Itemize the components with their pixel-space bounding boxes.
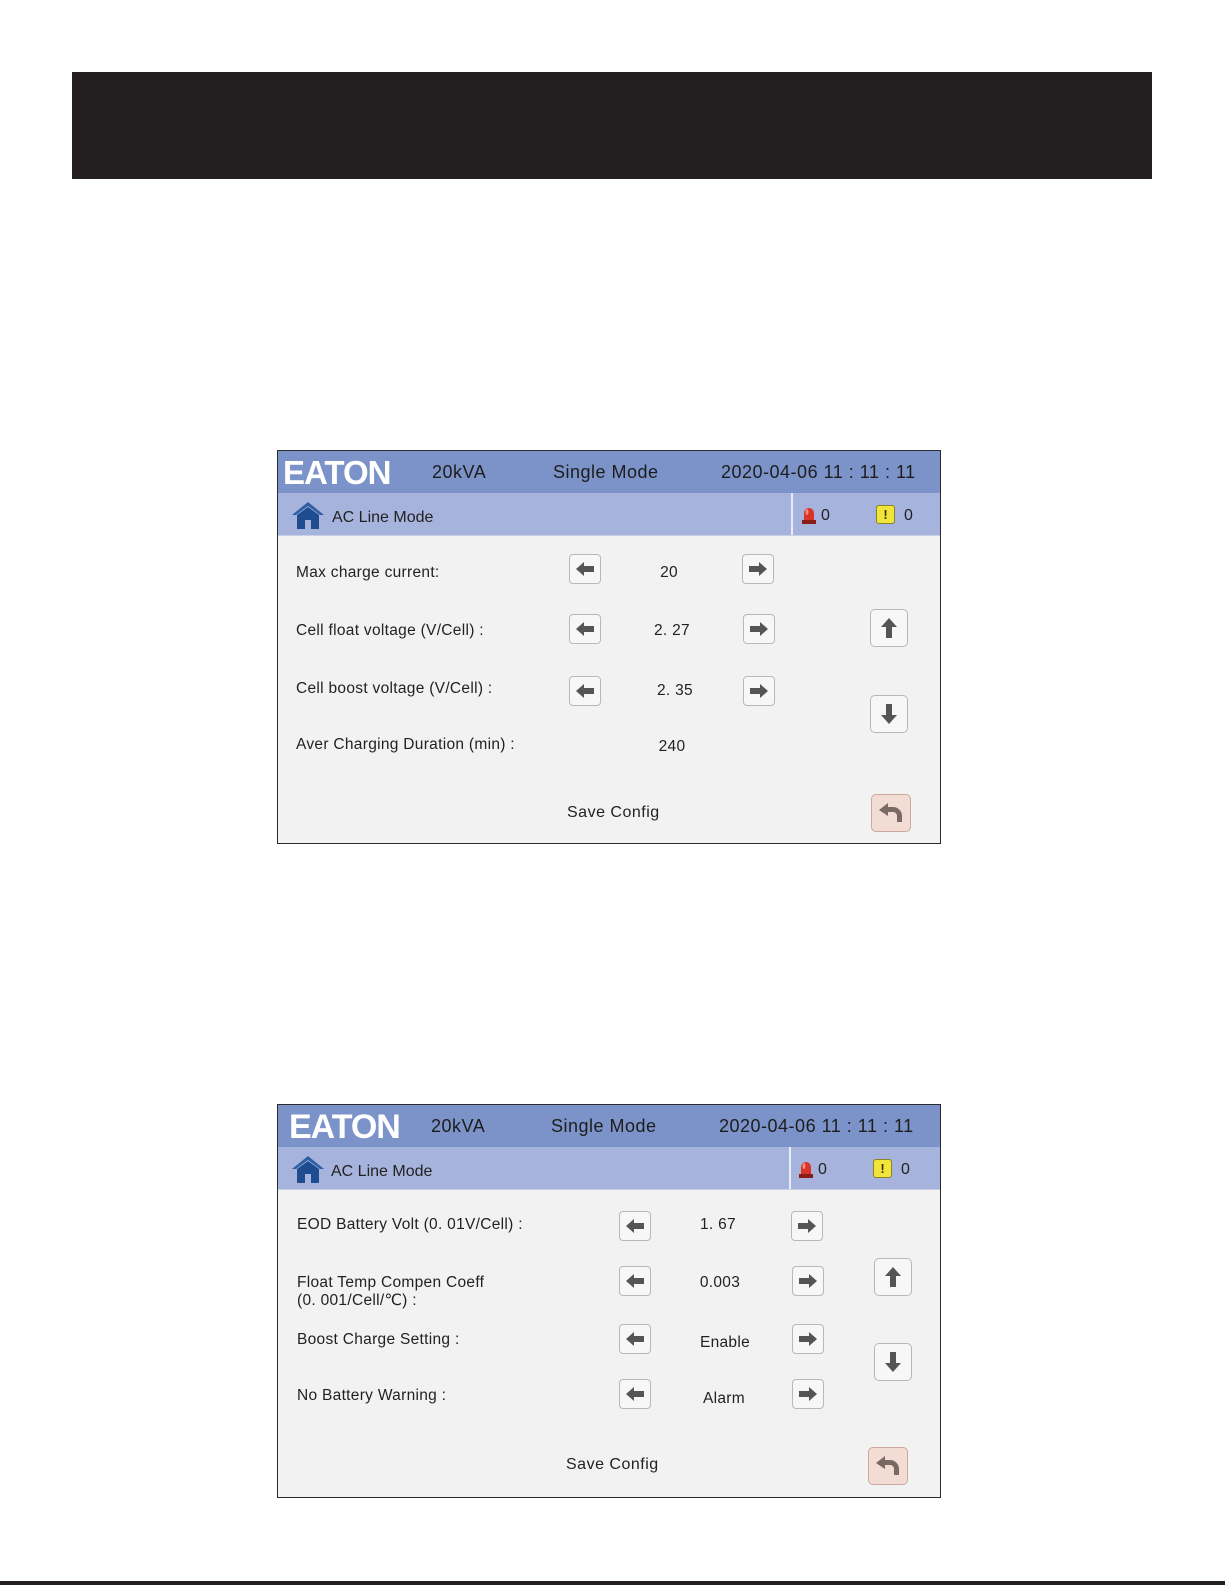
boost-charge-setting-decrease-button[interactable] [619, 1324, 651, 1354]
home-icon[interactable] [290, 499, 326, 531]
aver-charging-duration-label: Aver Charging Duration (min) : [296, 736, 515, 753]
ups-rating: 20kVA [431, 1116, 486, 1136]
ups-mode-label: AC Line Mode [332, 509, 434, 526]
arrow-right-icon [749, 620, 769, 638]
status-bar [278, 1147, 940, 1190]
operating-mode: Single Mode [553, 462, 659, 482]
max-charge-current-decrease-button[interactable] [569, 554, 601, 584]
title-bar [278, 1105, 940, 1147]
float-temp-compen-label-line2: (0. 001/Cell/℃) : [297, 1292, 417, 1309]
arrow-left-icon [575, 620, 595, 638]
alarm-count: 0 [821, 507, 830, 524]
eaton-logo [283, 457, 393, 487]
scroll-down-button[interactable] [870, 695, 908, 733]
warning-count: 0 [901, 1161, 910, 1178]
float-temp-compen-label-line1: Float Temp Compen Coeff [297, 1274, 485, 1291]
float-temp-compen-value: 0.003 [699, 1274, 741, 1291]
no-battery-warning-increase-button[interactable] [792, 1379, 824, 1409]
ups-rating: 20kVA [432, 462, 487, 482]
status-bar [278, 493, 940, 536]
back-icon [877, 801, 905, 825]
float-temp-compen-increase-button[interactable] [792, 1266, 824, 1296]
boost-charge-setting-label: Boost Charge Setting : [297, 1331, 460, 1348]
no-battery-warning-value: Alarm [703, 1390, 745, 1407]
no-battery-warning-label: No Battery Warning : [297, 1387, 447, 1404]
footer-rule [0, 1581, 1225, 1585]
arrow-right-icon [798, 1272, 818, 1290]
arrow-left-icon [625, 1330, 645, 1348]
max-charge-current-value: 20 [660, 564, 678, 581]
arrow-right-icon [749, 682, 769, 700]
arrow-left-icon [625, 1385, 645, 1403]
arrow-left-icon [625, 1272, 645, 1290]
status-divider [791, 493, 793, 535]
eod-battery-volt-label: EOD Battery Volt (0. 01V/Cell) : [297, 1216, 523, 1233]
eod-battery-volt-increase-button[interactable] [791, 1211, 823, 1241]
arrow-right-icon [798, 1330, 818, 1348]
datetime: 2020-04-06 11 : 11 : 11 [721, 462, 916, 482]
eaton-logo [283, 1111, 405, 1141]
max-charge-current-label: Max charge current: [296, 564, 440, 581]
save-config-button[interactable]: Save Config [567, 804, 660, 821]
arrow-up-icon [879, 617, 899, 639]
cell-boost-voltage-label: Cell boost voltage (V/Cell) : [296, 680, 493, 697]
save-config-button[interactable]: Save Config [566, 1456, 659, 1473]
ups-mode-label: AC Line Mode [331, 1163, 433, 1180]
cell-float-voltage-label: Cell float voltage (V/Cell) : [296, 622, 484, 639]
scroll-up-button[interactable] [874, 1258, 912, 1296]
title-bar [278, 451, 940, 493]
back-icon [874, 1454, 902, 1478]
warning-count: 0 [904, 507, 913, 524]
back-button[interactable] [868, 1447, 908, 1485]
arrow-right-icon [748, 560, 768, 578]
warning-icon[interactable]: ! [876, 505, 895, 524]
boost-charge-setting-value: Enable [699, 1334, 751, 1351]
alarm-bell-icon[interactable] [797, 1158, 815, 1180]
alarm-count: 0 [818, 1161, 827, 1178]
max-charge-current-increase-button[interactable] [742, 554, 774, 584]
svg-text:EATON: EATON [289, 1111, 400, 1141]
home-icon[interactable] [290, 1153, 326, 1185]
alarm-bell-icon[interactable] [800, 504, 818, 526]
arrow-left-icon [575, 560, 595, 578]
arrow-down-icon [879, 703, 899, 725]
eod-battery-volt-decrease-button[interactable] [619, 1211, 651, 1241]
cell-float-voltage-increase-button[interactable] [743, 614, 775, 644]
arrow-left-icon [625, 1217, 645, 1235]
eod-battery-volt-value: 1. 67 [700, 1216, 736, 1233]
ups-screen-battery-settings-2 [277, 1104, 941, 1498]
cell-float-voltage-decrease-button[interactable] [569, 614, 601, 644]
operating-mode: Single Mode [551, 1116, 657, 1136]
header-band [72, 72, 1152, 179]
cell-float-voltage-value: 2. 27 [654, 622, 690, 639]
ups-screen-battery-settings-1 [277, 450, 941, 844]
no-battery-warning-decrease-button[interactable] [619, 1379, 651, 1409]
arrow-right-icon [797, 1217, 817, 1235]
datetime: 2020-04-06 11 : 11 : 11 [719, 1116, 914, 1136]
float-temp-compen-decrease-button[interactable] [619, 1266, 651, 1296]
arrow-down-icon [883, 1351, 903, 1373]
scroll-up-button[interactable] [870, 609, 908, 647]
cell-boost-voltage-decrease-button[interactable] [569, 676, 601, 706]
boost-charge-setting-increase-button[interactable] [792, 1324, 824, 1354]
arrow-right-icon [798, 1385, 818, 1403]
aver-charging-duration-value: 240 [658, 738, 686, 755]
warning-icon[interactable]: ! [873, 1159, 892, 1178]
cell-boost-voltage-value: 2. 35 [657, 682, 693, 699]
scroll-down-button[interactable] [874, 1343, 912, 1381]
status-divider [789, 1147, 791, 1189]
cell-boost-voltage-increase-button[interactable] [743, 676, 775, 706]
back-button[interactable] [871, 794, 911, 832]
svg-text:EATON: EATON [283, 457, 391, 487]
arrow-left-icon [575, 682, 595, 700]
float-temp-compen-label [297, 1274, 484, 1310]
arrow-up-icon [883, 1266, 903, 1288]
